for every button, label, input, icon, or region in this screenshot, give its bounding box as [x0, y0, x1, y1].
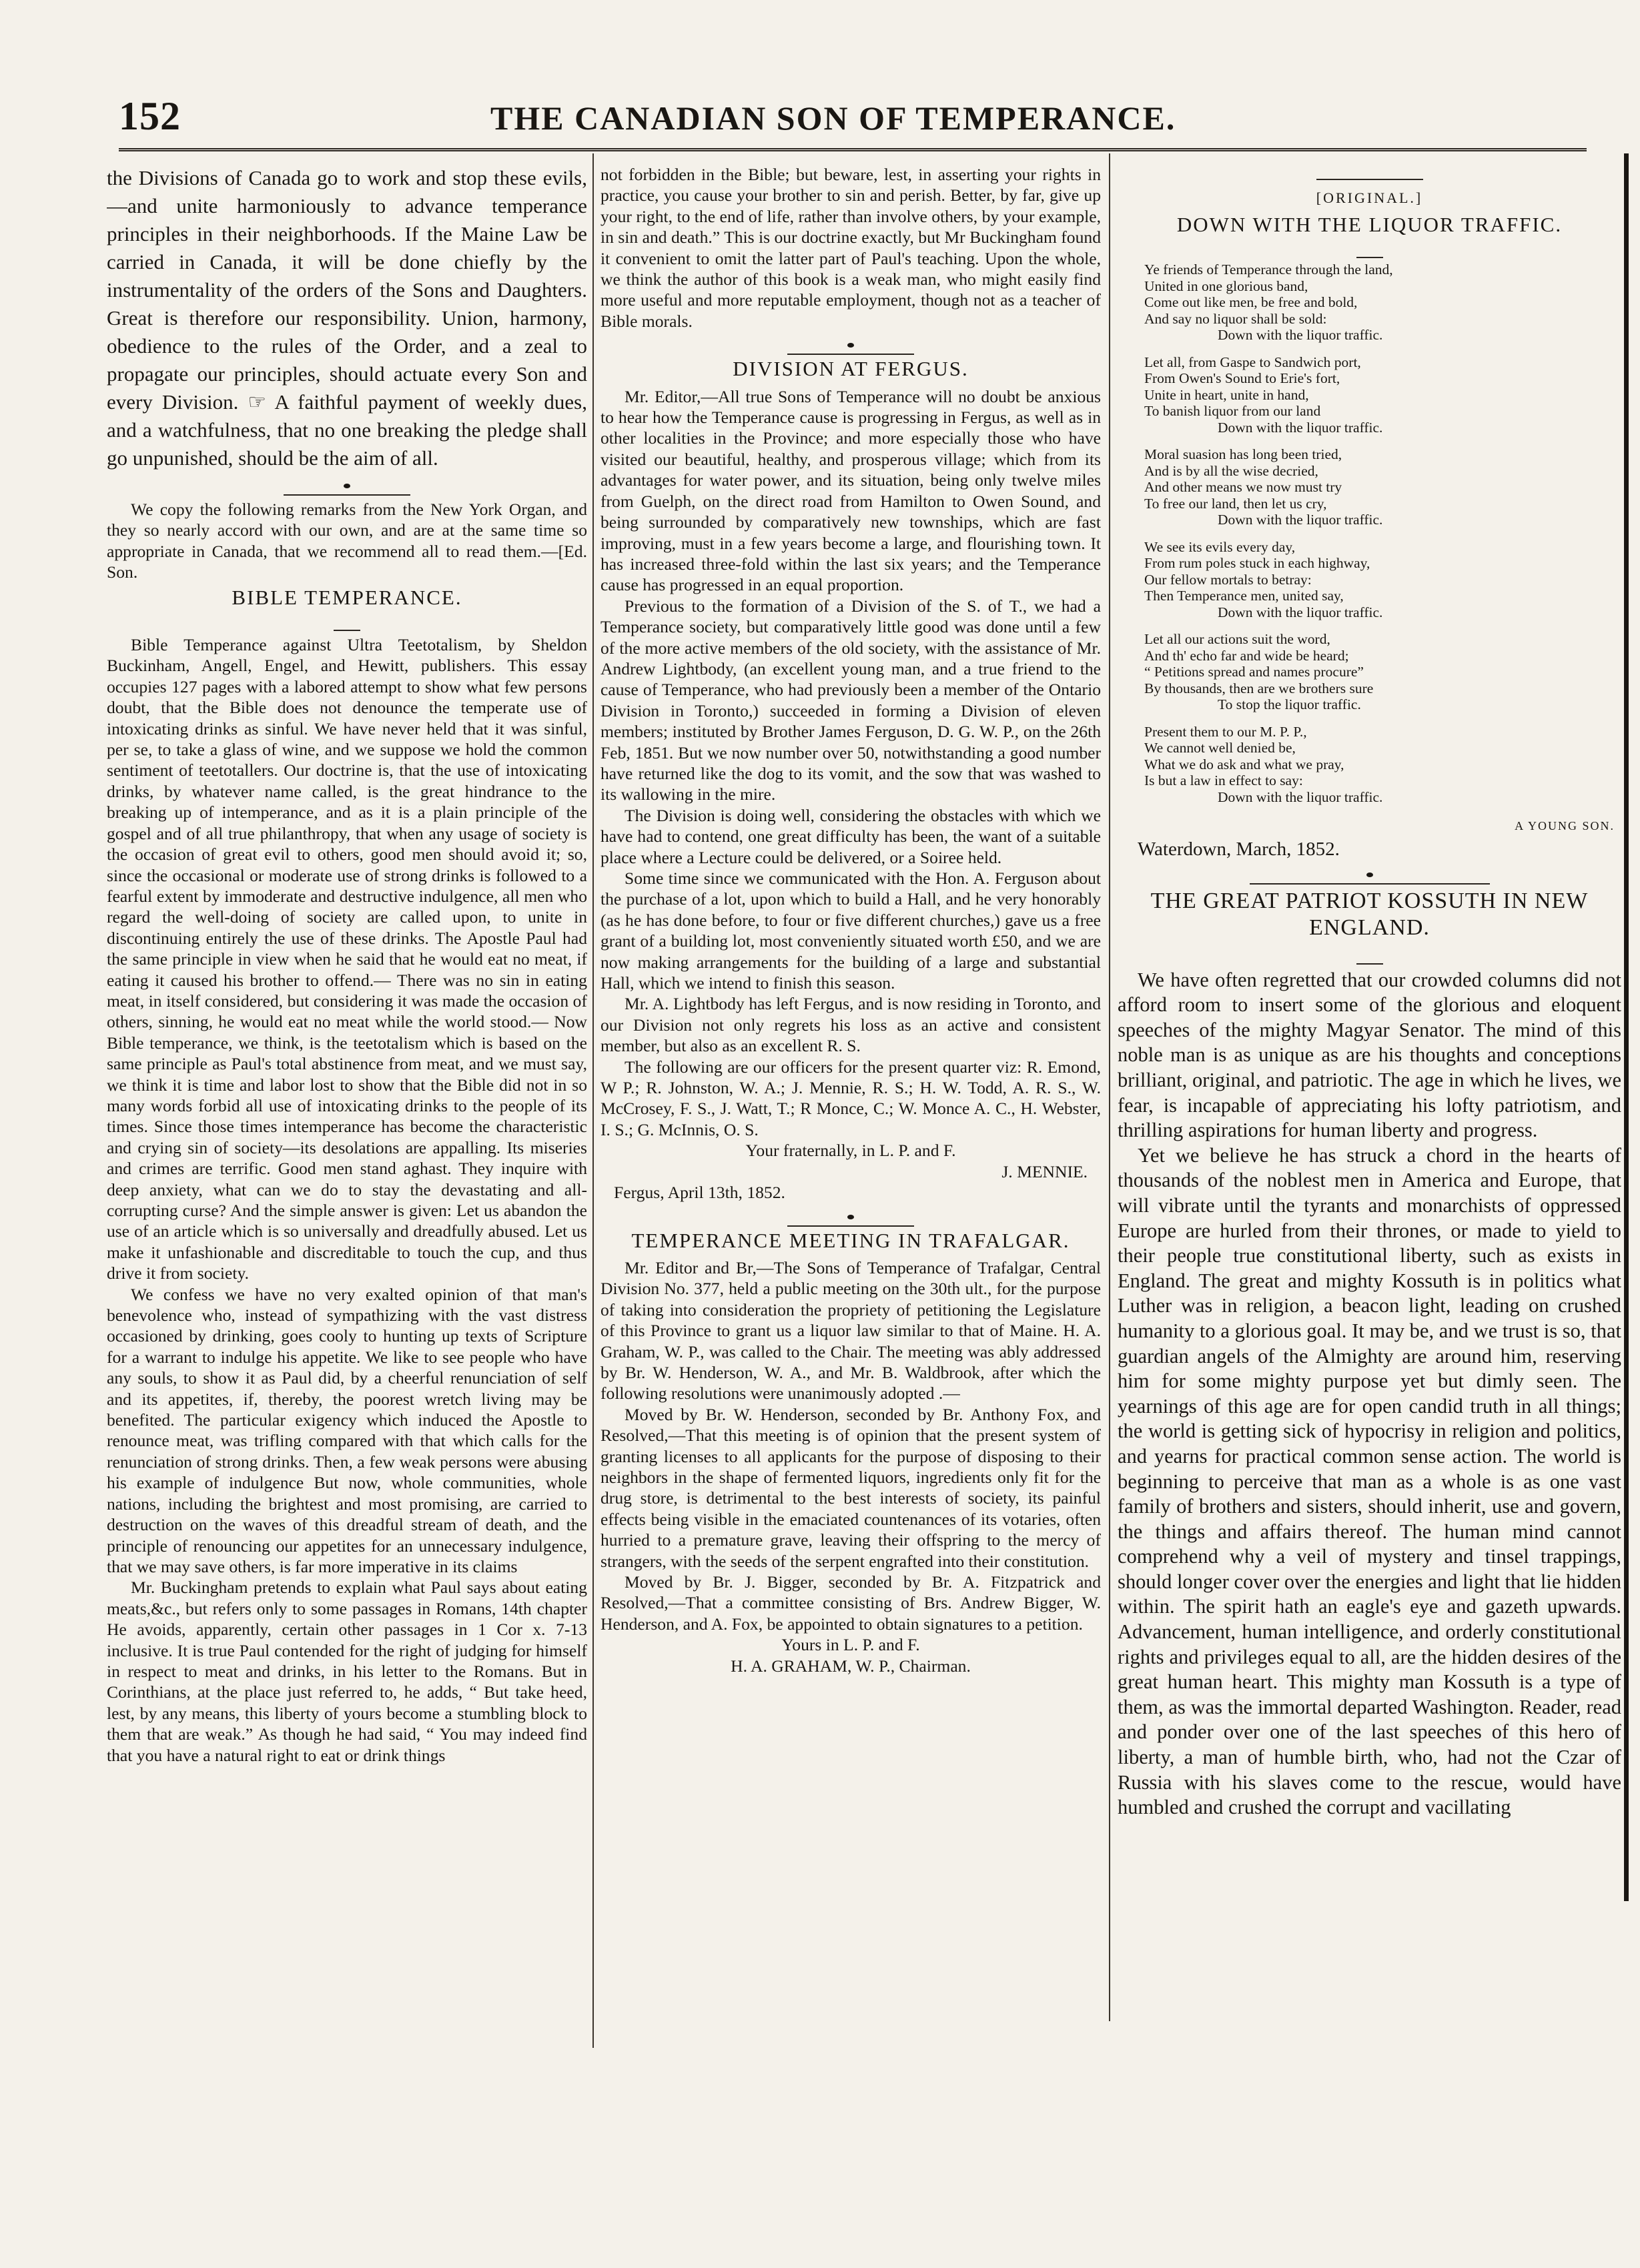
article-heading: THE GREAT PATRIOT KOSSUTH IN NEW ENGLAND.	[1150, 888, 1589, 940]
poem-refrain: Down with the liquor traffic.	[1218, 327, 1383, 344]
letter-paragraph: Some time since we communicated with the Hon. A. Ferguson about the purchase of a lot, upon which to build a Hall, and he very honorably (as he has done before, to four or five different churches,) gave us a free grant of a building lot, most conveniently situated worth £50, and we are now making arrangements for the building of a large and substantial Hall, which we intend to finish this season.	[600, 869, 1101, 993]
poem-line: Our fellow mortals to betray:	[1144, 571, 1312, 588]
poem-refrain: To stop the liquor traffic.	[1218, 696, 1361, 713]
letter-dateline: Fergus, April 13th, 1852.	[614, 1183, 785, 1203]
header-rule	[119, 148, 1587, 151]
poem	[1118, 261, 1621, 805]
original-tag: [ORIGINAL.]	[1316, 189, 1423, 207]
poem-stanza	[1144, 724, 1621, 806]
letter-paragraph: Mr. Editor and Br,—The Sons of Temperance of Trafalgar, Central Division No. 377, held a public meeting on the 30th ult., for the purpose of taking into consideration the propriety of petitioning the Legislature of this Province to grant us a liquor law similar to that of Maine. H. A. Graham, W. P., was called to the Chair. The meeting was ably addressed by Br. W. Henderson, W. A., and Mr. B. Waldbrook, after which the following resolutions were unanimously adopted .—	[600, 1257, 1101, 1403]
letter-closing: Yours in L. P. and F.	[781, 1635, 920, 1655]
kossuth-article	[1118, 968, 1621, 1820]
column-rule	[592, 153, 594, 2048]
poem-line: And other means we now must try	[1144, 479, 1342, 496]
poem-stanza	[1144, 446, 1621, 528]
column-1	[107, 164, 587, 2232]
running-head: THE CANADIAN SON OF TEMPERANCE.	[490, 99, 1176, 137]
poem-line: What we do ask and what we pray,	[1144, 756, 1344, 772]
column-rule	[1109, 153, 1110, 2021]
article-heading: BIBLE TEMPERANCE.	[232, 585, 462, 609]
poem-line: Come out like men, be free and bold,	[1144, 294, 1358, 311]
poem-dateline: Waterdown, March, 1852.	[1138, 838, 1340, 860]
poem-line: “ Petitions spread and names procure”	[1144, 664, 1364, 680]
letter-paragraph: The Division is doing well, considering the obstacles with which we have had to contend, one great difficulty has been, the want of a suitable place where a Lecture could be delivered, or a Soiree held.	[600, 805, 1101, 867]
lead-paragraph: the Divisions of Canada go to work and stop these evils,—and unite harmoniously to advance temperance principles in their neighborhoods. If the Maine Law be carried in Canada, it will be done chiefly by the instrumentality of the orders of the Sons and Daughters. Great is therefore our responsibility. Union, harmony, obedience to the rules of the Order, and a zeal to propagate our principles, should actuate every Son and every Division. ☞ A faithful payment of weekly dues, and a watchfulness, that no one breaking the pledge shall go unpunished, should be the aim of all.	[107, 166, 587, 470]
poem-refrain: Down with the liquor traffic.	[1218, 788, 1383, 805]
poem-line: United in one glorious band,	[1144, 277, 1308, 294]
letter-paragraph: Moved by Br. J. Bigger, seconded by Br. A. Fitzpatrick and Resolved,—That a committee consisting of Brs. Andrew Bigger, W. Henderson, and A. Fox, be appointed to obtain signatures to a petition.	[600, 1572, 1101, 1634]
poem-signature: A YOUNG SON.	[1515, 819, 1615, 833]
letter-paragraph: Moved by Br. W. Henderson, seconded by Br. Anthony Fox, and Resolved,—That this meeting is of opinion that the present system of granting licenses to all applicants for the purpose of disposing to their neighbors in the shape of fermented liquors, ingredients only fit for the drug store, is detrimental to the best interests of society, its painful effects being visible in the emaciated countenances of its votaries, often hurried to a premature grave, leaving their offspring to the mercy of strangers, with the seeds of the serpent engrafted into their constitution.	[600, 1404, 1101, 1571]
poem-stanza	[1144, 539, 1621, 621]
top-rule	[1118, 164, 1621, 185]
column-3	[1118, 164, 1621, 2232]
poem-line: And is by all the wise decried,	[1144, 462, 1318, 479]
letter-paragraph: Mr. Editor,—All true Sons of Temperance will no doubt be anxious to hear how the Temperance cause is progressing in Fergus, as well as in other localities in the Province; and more especially those who have visited our beautiful, healthy, and prosperous village; which from its advantages for water power, and its situation, being only twelve miles from Guelph, on the direct road from Hamilton to Owen Sound, and being surrounded by comparatively new townships, which are fast improving, must in a few years become a large, and flourishing town. It has increased three-fold within the last six years; and the Temperance cause has progressed in an equal proportion.	[600, 386, 1101, 595]
article-paragraph: Mr. Buckingham pretends to explain what Paul says about eating meats,&c., but refers only to some passages in Romans, 14th chapter He avoids, apparently, certain other passages in 1 Cor x. 7-13 inclusive. It is true Paul contended for the right of judging for himself in respect to meat and drinks, in his letter to the Romans. But in Corinthians, at the place just referred to, he adds, “ But take heed, lest, by any means, this liberty of yours become a stumbling block to them that are weak.” As though he had said, “ You may indeed find that you have a natural right to eat or drink things	[107, 1578, 587, 1765]
poem-line: Present them to our M. P. P.,	[1144, 723, 1307, 740]
poem-line: Is but a law in effect to say:	[1144, 772, 1303, 789]
poem-line: From Owen's Sound to Erie's fort,	[1144, 370, 1340, 387]
editor-note: We copy the following remarks from the New York Organ, and they so nearly accord with our own, and are at the same time so appropriate in Canada, that we recommend all to read them.—[Ed. Son.	[107, 500, 587, 582]
letter-paragraph: Mr. A. Lightbody has left Fergus, and is now residing in Toronto, and our Division not only regrets his loss as an active and consistent member, but also as an excellent R. S.	[600, 994, 1101, 1056]
poem-stanza	[1144, 354, 1621, 436]
letter-signature: J. MENNIE.	[1001, 1161, 1088, 1181]
poem-line: Then Temperance men, united say,	[1144, 588, 1344, 604]
poem-line: From rum poles stuck in each highway,	[1144, 555, 1370, 572]
letter-paragraph: Previous to the formation of a Division of the S. of T., we had a Temperance society, but comparatively little good was done until a few of the more active members of the old society, with the assistance of Mr. Andrew Lightbody, (an excellent young man, and a true friend to the cause of Temperance, who had previously been a member of the Ontario Division in Toronto,) succeeded in forming a Division of eleven members; instituted by Brother James Ferguson, D. G. W. P., on the 26th Feb, 1851. But we now number over 50, notwithstanding a good number have returned like the dog to its vomit, and the sow that was washed to its wallowing in the mire.	[600, 596, 1101, 804]
section-divider	[600, 342, 1101, 349]
poem-refrain: Down with the liquor traffic.	[1218, 604, 1383, 620]
article-heading: DIVISION AT FERGUS.	[733, 357, 969, 381]
poem-line: By thousands, then are we brothers sure	[1144, 680, 1374, 696]
page-edge-rule	[1624, 153, 1629, 1901]
article-paragraph: We confess we have no very exalted opinion of that man's benevolence who, instead of sympathizing with the vast distress occasioned by drinking, goes cooly to hunting up texts of Scripture for a warrant to indulge his appetite. We like to see people who have any souls, to show it as Paul did, by a cheerful renunciation of self and its appetites, if, thereby, the poorest wretch living may be benefited. The particular exigency which induced the Apostle to renounce meat, was trifling compared with that which calls for the renunciation of strong drinks. Then, a few weak persons were abusing his example of indulgence But now, whole communities, whole nations, including the brightest and most promising, are carried to destruction on the waves of this dreadful stream of death, and the principle of renouncing our appetites for an unnecessary indulgence, that we may save others, is far more imperative in its claims	[107, 1284, 587, 1576]
lead-editorial	[107, 164, 587, 472]
poem-line: Unite in heart, unite in hand,	[1144, 386, 1309, 403]
article-paragraph: We have often regretted that our crowded columns did not afford room to insert some of the glorious and eloquent speeches of the mighty Magyar Senator. The mind of this noble man is as unique as are his thoughts and conceptions brilliant, original, and patriotic. The age in which he lives, we fear, is incapable of appreciating his lofty patriotism, and thrilling aspirations for human liberty and progress.	[1118, 968, 1621, 1142]
poem-stanza	[1144, 261, 1621, 344]
section-divider	[1118, 872, 1621, 879]
poem-line: Ye friends of Temperance through the land,	[1144, 261, 1393, 278]
poem-stanza	[1144, 631, 1621, 713]
article-paragraph: Bible Temperance against Ultra Teetotalism, by Sheldon Buckinham, Angell, Engel, and Hewitt, publishers. This essay occupies 127 pages with a labored attempt to show what few persons doubt, that the Bible does not denounce the temperate use of intoxicating drinks as sinful. We have never held that it was sinful, per se, to take a glass of wine, and we suppose we hold the common sentiment of teetotallers. Our doctrine is, that the use of intoxicating drinks, by whatever name called, is the great hindrance to the breaking up of intemperance, and as it is a plain principle of the gospel and of all true philanthropy, that when any usage of society is the occasion of great evil to others, good men should avoid it; so, since the occasional or moderate use of strong drinks is followed to a fearful extent by immoderate and destructive indulgence, all men who regard the well-doing of society are called upon, to unite in discontinuing entirely the use of these drinks. The Apostle Paul had the same principle in view when he said that he would eat no meat, if eating it caused his brother to offend.— There was no sin in eating meat, in itself considered, but considering it was made the occasion of others, sinning, he would eat no meat while the world stood.— Now Bible temperance, we think, is the teetotalism which is based on the same principle as Paul's total abstinence from meat, and we must say, we think it is time and labor lost to show that the Bible did not in so many words forbid all use of intoxicating drinks to the people of its times. Since those times intemperance has become the characteristic and crying sin of society—its desolations are appalling. Its miseries and crimes are terrific. Good men stand aghast. They inquire with deep anxiety, what can we do to stay the devastating and all-corrupting curse? And the simple answer is given: Let us abandon the use of an article which is so universally and dreadfully abused. Let us make it unfashionable and discreditable to touch the cup, and thus drive it from society.	[107, 635, 587, 1283]
page-number: 152	[119, 94, 181, 138]
letter-signature: H. A. GRAHAM, W. P., Chairman.	[731, 1656, 971, 1676]
poem-line: Let all our actions suit the word,	[1144, 631, 1330, 648]
poem-line: We cannot well denied be,	[1144, 740, 1296, 756]
heading-dash	[1118, 245, 1621, 252]
poem-line: And th' echo far and wide be heard;	[1144, 647, 1349, 664]
poem-title: DOWN WITH THE LIQUOR TRAFFIC.	[1176, 212, 1563, 236]
section-divider	[107, 483, 587, 490]
poem-line: And say no liquor shall be sold:	[1144, 310, 1327, 327]
column-2	[600, 164, 1101, 2232]
letter-closing: Your fraternally, in L. P. and F.	[745, 1141, 956, 1161]
heading-dash	[1118, 952, 1621, 959]
article-continuation: not forbidden in the Bible; but beware, lest, in asserting your rights in practice, you cause your brother to sin and perish. Better, by far, give up your right, to the end of life, rather than involve others, by your example, in sin and death.” This is our doctrine exactly, but Mr Buckingham found it convenient to omit the latter part of Paul's teaching. Upon the whole, we think the author of this book is a weak man, who might easily find more useful and more reputable employment, though not as a teacher of Bible morals.	[600, 165, 1101, 331]
poem-refrain: Down with the liquor traffic.	[1218, 512, 1383, 528]
poem-line: To free our land, then let us cry,	[1144, 495, 1327, 512]
poem-line: Moral suasion has long been tried,	[1144, 446, 1342, 463]
poem-refrain: Down with the liquor traffic.	[1218, 419, 1383, 436]
poem-line: Let all, from Gaspe to Sandwich port,	[1144, 354, 1361, 370]
heading-dash	[107, 618, 587, 625]
letter-paragraph: The following are our officers for the present quarter viz: R. Emond, W P.; R. Johnston, W. A.; J. Mennie, R. S.; H. W. Todd, A. R. S., W. McCrosey, F. S., J. Watt, T.; R Monce, C.; W. Monce A. C., H. Webster, I. S.; G. McInnis, O. S.	[600, 1057, 1101, 1139]
section-divider	[600, 1214, 1101, 1221]
article-paragraph: Yet we believe he has struck a chord in the hearts of thousands of the noblest men in America and Europe, that will vibrate until the tyrants and monarchists of oppressed Europe are hurled from their thrones, or made to yield to their people true constitutional liberty, such as exists in England. The great and mighty Kossuth is in politics what Luther was in religion, a beacon light, leading on crushed humanity to a glorious goal. It may be, and we trust is so, that guardian angels of the Almighty are around him, reserving him for some mighty purpose yet but dimly seen. The yearnings of this age are for open candid truth in all things; the world is getting sick of hypocrisy in religion and politics, and yearns for practical common sense action. The world is beginning to perceive that man as a whole is as one vast family of brothers and sisters, should inherit, use and govern, the things and affairs thereof. The human mind cannot comprehend why a veil of mystery and tinsel trappings, should longer cover over the energies and light that lie hidden within. The spirit hath an eagle's eye and gazeth upwards. Advancement, human intelligence, and orderly constitutional rights and privileges equal to all, are the hidden desires of the great human heart. This mighty man Kossuth is a type of them, as was the immortal departed Washington. Reader, read and ponder over one of the last speeches of this hero of liberty, a man of humble birth, who, had not the Czar of Russia with his slaves come to the rescue, would have humbled and crushed the corrupt and vacillating	[1118, 1143, 1621, 1819]
article-heading: TEMPERANCE MEETING IN TRAFALGAR.	[631, 1228, 1070, 1252]
poem-line: To banish liquor from our land	[1144, 403, 1321, 420]
poem-line: We see its evils every day,	[1144, 538, 1296, 555]
